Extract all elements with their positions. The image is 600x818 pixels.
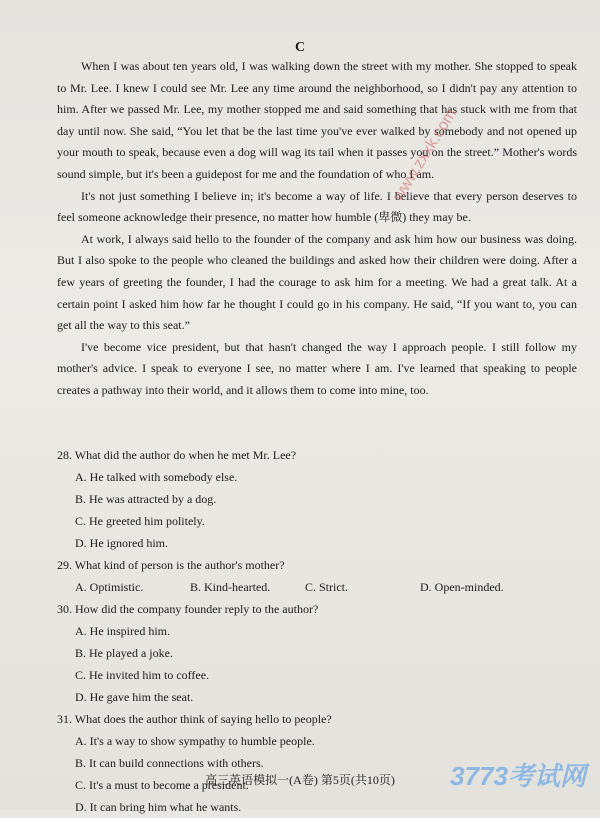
question-28	[57, 444, 577, 554]
passage-paragraph: When I was about ten years old, I was walking down the street with my mother. She stopped to speak to Mr. Lee. I knew I could see Mr. Lee any time around the neighborhood, so I didn't pay any attention to him. After we passed Mr. Lee, my mother stopped me and said something that has stuck with me from that day until now. She said, “You let that be the last time you've ever walked by somebody and not opened up your mouth to speak, because even a dog will wag its tail when it passes you on the street.” Mother's words sound simple, but it's been a guidepost for me and the foundation of who I am.	[57, 59, 577, 181]
option-c: C. Strict.	[305, 580, 349, 594]
option-a: A. He talked with somebody else.	[75, 470, 238, 484]
option-a: A. It's a way to show sympathy to humble people.	[75, 734, 315, 748]
question-stem: 29. What kind of person is the author's mother?	[57, 558, 285, 572]
passage-paragraph: It's not just something I believe in; it's become a way of life. I believe that every person deserves to feel someone acknowledge their presence, no matter how humble (卑微) they may be.	[57, 188, 577, 225]
option-a: A. He inspired him.	[75, 624, 170, 638]
option-b: B. He played a joke.	[75, 646, 173, 660]
options-row	[57, 576, 577, 598]
question-stem: 31. What does the author think of saying hello to people?	[57, 712, 332, 726]
section-heading: C	[294, 40, 306, 55]
options-grid	[57, 620, 577, 708]
question-30	[57, 598, 577, 708]
question-stem: 28. What did the author do when he met Mr. Lee?	[57, 448, 297, 462]
reading-passage	[57, 56, 577, 402]
option-c: C. He greeted him politely.	[75, 514, 205, 528]
page-footer: 高三英语模拟一(A卷) 第5页(共10页)	[205, 773, 395, 787]
site-logo-watermark: 3773考试网	[450, 761, 586, 791]
option-d: D. Open-minded.	[420, 580, 504, 594]
question-29	[57, 554, 577, 598]
question-stem: 30. How did the company founder reply to the author?	[57, 602, 319, 616]
option-a: A. Optimistic.	[75, 580, 144, 594]
diagonal-watermark: www.zxxk.com	[390, 106, 461, 205]
option-d: D. It can bring him what he wants.	[75, 800, 242, 814]
option-b: B. He was attracted by a dog.	[75, 492, 217, 506]
option-c: C. He invited him to coffee.	[75, 668, 210, 682]
option-d: D. He ignored him.	[75, 536, 168, 550]
option-b: B. Kind-hearted.	[190, 580, 271, 594]
option-d: D. He gave him the seat.	[75, 690, 194, 704]
option-b: B. It can build connections with others.	[75, 756, 264, 770]
passage-paragraph: At work, I always said hello to the founder of the company and ask him how our business was doing. But I also spoke to the people who cleaned the buildings and asked how their children were doing. After a few years of greeting the founder, I had the courage to ask him for a meeting. We had a great talk. At a certain point I asked him how far he thought I could go in his company. He said, “If you want to, you can get all the way to this seat.”	[57, 231, 577, 333]
passage-paragraph: I've become vice president, but that hasn't changed the way I approach people. I still follow my mother's advice. I speak to everyone I see, no matter where I am. I've learned that speaking to people creates a pathway into their world, and it allows them to come into mine, too.	[57, 339, 577, 397]
option-c: C. It's a must to become a president.	[75, 778, 249, 792]
